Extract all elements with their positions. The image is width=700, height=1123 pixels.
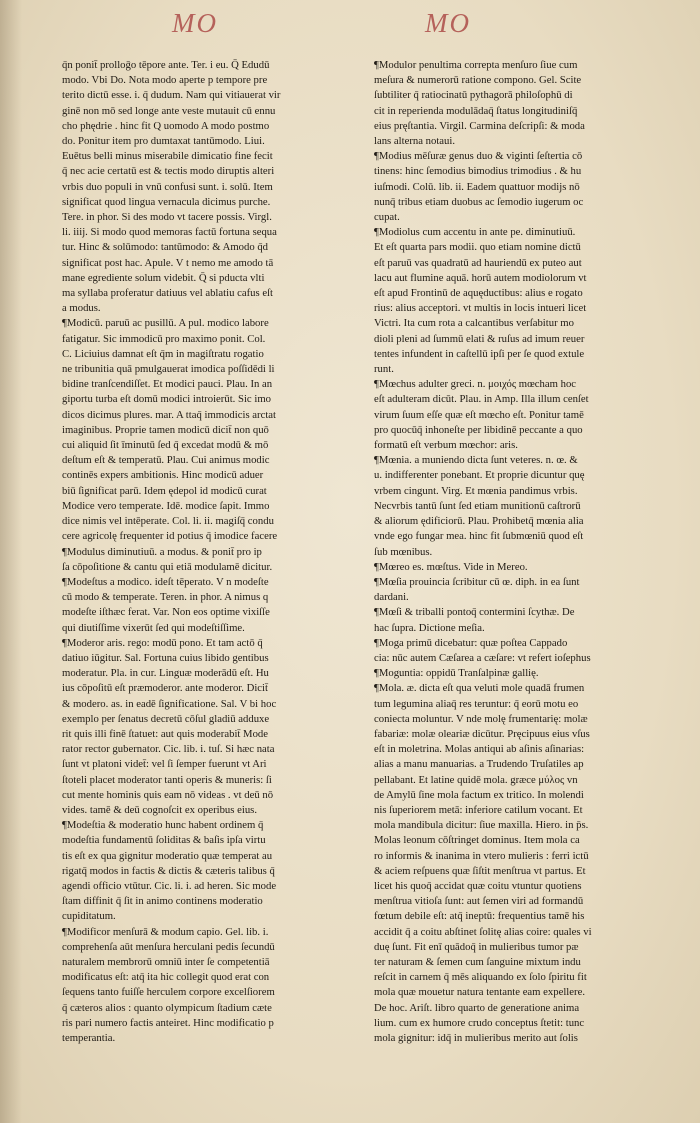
text-line: ro informis & inanima in vtero mulieris : ferri ictū: [374, 849, 589, 862]
text-line: ma syllaba proferatur datiuus vel ablatiu cafus eſt: [62, 287, 273, 300]
text-line: formatū eſt verbum mœchor: aris.: [374, 439, 518, 452]
text-line: cit in reperienda modulādaq̄ ſtatus longitudiniſq̄: [374, 104, 578, 117]
text-line: virum ſuum eſſe quæ eſt mœcho eſt. Ponitur tamē: [374, 408, 584, 421]
text-line: ne tribunitia quā pmulgauerat imodica poſſidēdi li: [62, 363, 275, 376]
text-line: hac ſupra. Dictione meſia.: [374, 621, 485, 634]
text-line: mola gignitur: idq̄ in mulieribus merito aut ſolis: [374, 1032, 578, 1044]
text-line: lium. cum ex humore crudo conceptus ſtetit: tunc: [374, 1016, 585, 1029]
text-line: cū modo & temperate. Teren. in phor. A nimus q: [62, 591, 269, 604]
text-line: rit quis illi finē ſtatuet: aut quis moderabit̄ Mode: [62, 727, 268, 740]
text-line: coniecta moluntur. V nde molę frumentarię: molæ: [374, 712, 588, 725]
text-line: dice nimis vel intēperate. Col. li. ii. magiſq̄ condu: [62, 515, 274, 528]
text-line: Tere. in phor. Si des modo vt tacere possis. Virgl.: [62, 211, 272, 224]
text-line: comprehenſa aūt menſura herculani pedis ſecundū: [62, 940, 275, 953]
text-line: ¶Moguntia: oppidū Tranſalpinæ gallię.: [374, 667, 539, 680]
text-line: ¶Mœchus adulter greci. n. μοιχός mœcham hoc: [374, 378, 577, 391]
text-line: Euētus belli minus miserabile dimicatio fine fecit: [62, 150, 273, 163]
text-line: ſequens tanto fuiſſe herculem corpore excelſiorem: [62, 986, 275, 999]
text-line: ¶Modeſtia & moderatio hunc habent ordinem q̄: [62, 819, 264, 832]
text-line: naturalem membrorū omniū inter ſe competentiā: [62, 955, 270, 968]
text-line: C. Liciuius damnat eſt q̄m in magiſtratu rogatio: [62, 347, 264, 360]
text-line: lacu aut flumine aquā. horū autem modiolorum vt: [374, 271, 587, 284]
text-line: ginē non mō sed longe ante veste mutauit cū ennu: [62, 104, 276, 117]
text-line: menſtrua vitioſa ſunt: aut ſemen viri ad formandū: [374, 895, 584, 908]
text-line: cupiditatum.: [62, 910, 116, 923]
text-line: & modero. as. in eadē ſignificatione. Sal. V bi hoc: [62, 697, 277, 710]
text-line: duę ſunt. Fit enī quādoq̄ in mulieribus tumor pæ: [374, 940, 579, 953]
text-line: significat quod lingua vernacula dicimus purche.: [62, 195, 271, 208]
text-line: lans alterna notaui.: [374, 135, 456, 148]
text-line: meſura & numerorū ratione compono. Gel. Scite: [374, 74, 582, 87]
text-line: ius cōpoſitū eſt præmoderor. ante moderor. Dicit̄: [62, 682, 268, 695]
text-line: q̄n ponit̄ prolloḡo tēpore ante. Ter. i eu. Q̄ Edudū: [62, 59, 270, 71]
text-line: reſcit in carnem q̄ mēs aliquando ex ſolo ſpiritu fit: [374, 971, 587, 984]
text-line: qui diutiſſime vixerūt ſed qui modeſtiſſime.: [62, 621, 245, 634]
text-line: imaginibus. Proprie tamen modicū dicit̄ non quō: [62, 423, 269, 436]
text-line: tur. Hinc & solūmodo: tantūmodo: & Amodo q̄d: [62, 241, 269, 254]
text-line: ¶Modiolus cum accentu in ante pe. diminutiuū.: [374, 226, 576, 239]
text-line: ¶Mœnia. a muniendo dicta ſunt veteres. n. œ. &: [374, 454, 578, 467]
text-line: agendi officio vtūtur. Cic. li. i. ad heren. Sic mode: [62, 879, 277, 892]
text-line: ¶Mola. æ. dicta eſt qua veluti mole quadā frumen: [374, 682, 585, 695]
running-head-right: MO: [425, 8, 471, 38]
text-line: eius pręſtantia. Virgil. Carmina deſcripſi: & moda: [374, 119, 585, 132]
text-line: bidine tranſcendiſſet. Et modici pauci. Plau. In an: [62, 378, 273, 391]
text-line: ¶Moderor aris. rego: modū pono. Et tam actō q̄: [62, 636, 263, 649]
text-line: significat post hac. Apule. V t nemo me amodo tā: [62, 256, 274, 269]
text-line: alias a manu manuarias. a Trudendo Truſatiles ap: [374, 758, 584, 771]
text-line: vrbis duo populi in vnū confusi sunt. i. solū. Item: [62, 180, 273, 193]
text-line: do. Ponitur item pro dumtaxat tantūmodo. Liui.: [62, 135, 265, 148]
text-line: De hoc. Ariſt. libro quarto de generatione anima: [374, 1001, 580, 1014]
text-line: rius: alius acceptori. vt multis in locis intueri licet: [374, 302, 587, 315]
text-line: vnde ego fungar mea. hinc fit ſubmœniū quod eſt: [374, 530, 584, 543]
text-line: mola mandibula dicitur: ſiue maxilla. Hiero. in p̄s.: [374, 819, 589, 832]
text-line: fatigatur. Sic immodicū pro maximo ponit. Col.: [62, 332, 266, 345]
text-line: cho phędrie . hinc fit Q uomodo A modo postmo: [62, 119, 270, 132]
text-line: Et eſt quarta pars modii. quo etiam nomine dictū: [374, 241, 581, 254]
text-line: Modice vero temperate. Idē. modice ſapit. Immo: [62, 499, 270, 512]
text-line: ſa cōpoſitione & cantu qui etiā modulamē dicitur.: [62, 560, 273, 573]
text-line: cere agricolę frequenter id potius q̄ imodice facere: [62, 530, 278, 543]
text-line: ¶Modulor penultima correpta menſuro ſiue cum: [374, 59, 578, 71]
text-line: ¶Modicū. paruū ac pusillū. A pul. modico labore: [62, 317, 269, 330]
text-line: datiuo iūgitur. Sal. Fortuna cuius libido gentibus: [62, 651, 269, 664]
text-line: modificatus eſt: atq̄ ita hic collegit quod erat con: [62, 971, 270, 984]
text-line: eſt in moletrina. Molas antiqui ab aſinis aſinarias:: [374, 743, 585, 756]
right-text-column: [374, 58, 666, 1046]
text-line: ¶Moga primū dicebatur: quæ poſtea Cappado: [374, 636, 568, 649]
text-line: nis ſuperiorem metā: inferiore catilum vocant. Et: [374, 803, 583, 816]
text-line: cupat.: [374, 211, 400, 224]
text-line: rigatq̄ modos in factis & dictis & cæteris talibus q̄: [62, 864, 275, 877]
text-line: ¶Modeſtus a modico. ideſt tēperato. V n modeſte: [62, 575, 269, 588]
text-line: a modus.: [62, 302, 101, 315]
text-line: deſtum eſt & temperatū. Plau. Cui animus modic: [62, 454, 270, 467]
text-line: eſt apud Frontinū de aquęductibus: alius e rogato: [374, 287, 583, 300]
text-line: ¶Modulus diminutiuū. a modus. & ponit̄ pro ip: [62, 545, 262, 558]
text-line: terito dictū esse. i. q̄ dudum. Nam qui vitiauerat vir: [62, 89, 281, 102]
text-line: eſt adulteram dicūt. Plau. in Amp. Illa illum cenſet: [374, 393, 589, 406]
text-line: Molas leonum cōſtringet dominus. Item mola ca: [374, 834, 580, 847]
text-line: biū ſignificat parū. Idem ędepol id modicū curat: [62, 484, 267, 497]
text-line: vides. tamē & deū cognoſcit ex operibus eius.: [62, 803, 257, 816]
text-line: mola quæ mouetur natura tentante eam expellere.: [374, 986, 585, 999]
text-line: ſunt vt platoni videt̄: vel ſi ſemper fuerunt vt Ari: [62, 758, 267, 771]
text-line: & aliorum ędificiorū. Plau. Prohibetq̄ mœnia alia: [374, 515, 584, 528]
text-line: vrbem cingunt. Virg. Et mœnia pandimus vrbis.: [374, 484, 578, 497]
text-line: ¶Mœſi & triballi pontoq̄ contermini ſcythæ. De: [374, 606, 575, 619]
text-line: ſtoteli placet moderator tanti operis & muneris: ſi: [62, 773, 272, 786]
text-line: de Amylū ſine mola factum ex tritico. In molendi: [374, 788, 584, 801]
text-line: Victri. Ita cum rota a calcantibus verſabitur mo: [374, 317, 574, 330]
text-line: iuſmodi. Colū. lib. ii. Eadem quattuor modijs nō: [374, 180, 580, 193]
text-line: tis eſt ex qua gignitur moderatio quæ temperat au: [62, 849, 273, 862]
text-line: q̄ nec acie certatū est & tectis modo diruptis alteri: [62, 165, 275, 178]
text-line: pellabant. Et latine quidē mola. græce μύλος vn: [374, 773, 578, 786]
text-line: tinens: hinc ſemodius bimodius trimodius . & hu: [374, 165, 582, 178]
text-line: cui aliquid ſit īminutū ſed q̄ excedat modū & mō: [62, 439, 269, 452]
text-line: modeſte iſthæc ferat. Var. Non eos optime vixiſſe: [62, 606, 270, 619]
text-line: moderatur. Pla. in cur. Linguæ moderādū eſt. Hu: [62, 667, 269, 680]
text-line: ſub mœnibus.: [374, 545, 433, 558]
text-line: pro quocūq̄ inhoneſte per libidinē peccante a quo: [374, 423, 583, 436]
text-line: eſt paruū vas quadratū ad hauriendū ex puteo aut: [374, 256, 582, 269]
text-line: rator rector gubernator. Cic. lib. i. tuſ. Si hæc nata: [62, 743, 275, 756]
text-line: dioli pleni ad ſummū elati & ruſus ad imum reuer: [374, 332, 585, 345]
text-line: fœtum debile eſt: atq̄ ineptū: frequentius tamē his: [374, 910, 585, 923]
text-line: modeſtia fundamentū ſoliditas & baſis ipſa virtu: [62, 834, 266, 847]
text-line: ris pari numero factis anteiret. Hinc modificatio p: [62, 1016, 274, 1029]
text-line: dicos dicimus plures. mar. A ttaq̄ immodicis arctat: [62, 408, 277, 421]
text-line: tum legumina aliaq̄ res teruntur: q̄ eorū motu eo: [374, 697, 579, 710]
text-line: cut mente hominis quis eam nō videas . vt deū nō: [62, 788, 274, 801]
text-line: dardani.: [374, 591, 409, 604]
text-line: continēs expers ambitionis. Hinc modicū aduer: [62, 469, 264, 482]
text-line: li. iiij. Si modo quod memoras factū fortuna sequa: [62, 226, 277, 239]
binding-gutter-shadow: [0, 0, 22, 1123]
text-line: cia: nūc autem Cæſarea a cæſare: vt refert ioſephus: [374, 651, 591, 664]
text-line: ſubtiliter q̄ ratiocinatū pythagorā philoſophū di: [374, 89, 573, 102]
text-line: fabariæ: molæ oleariæ dicūtur. Pręcipuus eius vſus: [374, 727, 590, 740]
text-line: ¶Modius mēſuræ genus duo & viginti ſeſtertia cō: [374, 150, 583, 163]
text-line: & aciem reſpuens quæ ſiſtit menſtrua vt partus. Et: [374, 864, 586, 877]
text-line: modo. Vbi Do. Nota modo aperte p tempore pre: [62, 74, 268, 87]
text-line: Necvrbis tantū ſunt ſed etiam munitionū caſtrorū: [374, 499, 581, 512]
running-head-left: MO: [172, 8, 218, 38]
text-line: runt.: [374, 363, 394, 376]
text-line: accidit q̄ a coitu abſtinet ſolitę alias coire: quales vi: [374, 925, 592, 938]
text-line: ¶Modificor menſurā & modum capio. Gel. lib. i.: [62, 925, 269, 938]
left-text-column: [62, 58, 352, 1046]
text-line: ¶Mœſia prouincia ſcribitur cū œ. diph. in ea ſunt: [374, 575, 580, 588]
text-line: tentes infundent in caſtellū ipſi per ſe quod extule: [374, 347, 585, 360]
text-line: ¶Mœreo es. mœſtus. Vide in Mereo.: [374, 560, 528, 573]
text-line: ſtam diffinit q̄ ſit in animo continens moderatio: [62, 895, 263, 908]
text-line: licet his quoq̄ accidat quæ coitu vtuntur quotiens: [374, 879, 582, 892]
text-line: temperantia.: [62, 1032, 116, 1044]
text-line: ter naturam & ſemen cum ſanguine mixtum indu: [374, 955, 581, 968]
text-line: mane egrediente solum videbit. Q̄ si pducta vlti: [62, 271, 265, 284]
text-line: u. indifferenter ponebant. Et proprie dicuntur quę: [374, 469, 585, 482]
text-line: giportu turba eſt domū modici introierūt. Sic imo: [62, 393, 271, 406]
text-line: exemplo per ſenatus decretū cōſul gladiū adduxe: [62, 712, 270, 725]
text-line: q̄ cæteros alios : quanto olympicum ſtadium cæte: [62, 1001, 272, 1014]
text-line: nunq̄ tribus etiam duobus ac ſemodio iugerum oc: [374, 195, 584, 208]
